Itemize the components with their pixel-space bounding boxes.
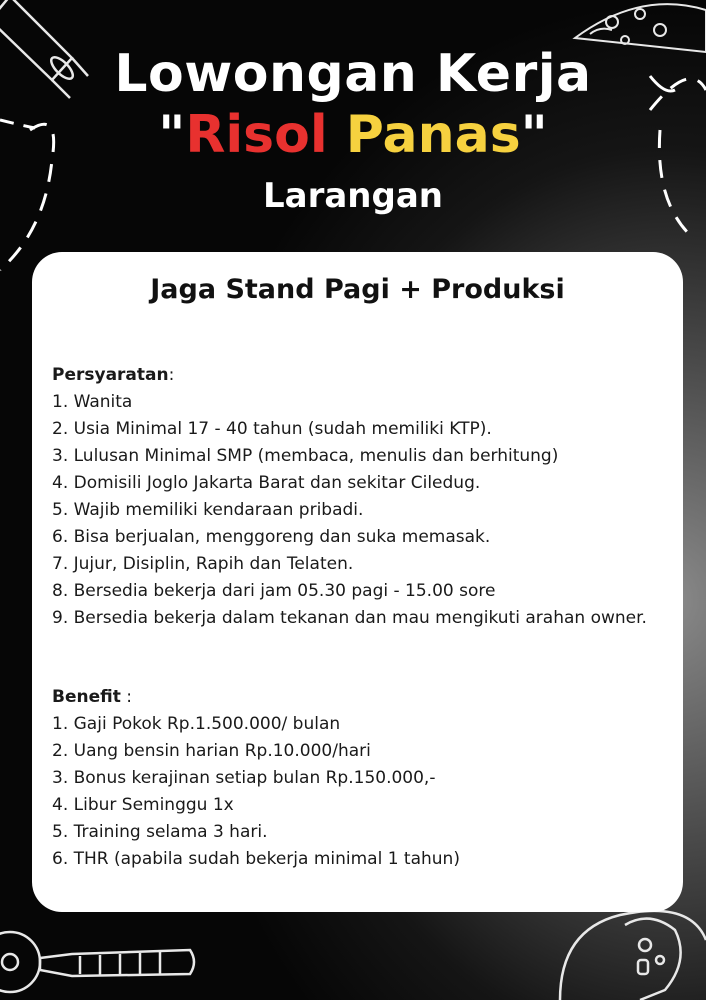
job-details-card xyxy=(32,252,683,912)
list-item: 5. Wajib memiliki kendaraan pribadi. xyxy=(52,500,364,520)
benefits-heading xyxy=(52,684,652,711)
requirements-heading-label: Persyaratan xyxy=(52,365,169,385)
brand-word-panas: Panas xyxy=(345,105,521,165)
position-title: Jaga Stand Pagi + Produksi xyxy=(150,274,565,305)
requirements-section xyxy=(52,362,652,632)
pizza-cutter-icon xyxy=(0,932,194,992)
list-item: 6. THR (apabila sudah bekerja minimal 1 tahun) xyxy=(52,849,460,869)
requirements-heading-suffix: : xyxy=(168,365,175,385)
header xyxy=(0,44,706,218)
list-item: 2. Uang bensin harian Rp.10.000/hari xyxy=(52,741,371,761)
brand-title xyxy=(0,104,706,166)
list-item: 3. Lulusan Minimal SMP (membaca, menulis dan berhitung) xyxy=(52,446,559,466)
location-subtitle: Larangan xyxy=(262,176,443,216)
risol-pastry-icon xyxy=(560,911,706,1000)
list-item: 3. Bonus kerajinan setiap bulan Rp.150.000,- xyxy=(52,768,436,788)
list-item: 7. Jujur, Disiplin, Rapih dan Telaten. xyxy=(52,554,354,574)
requirements-heading xyxy=(52,362,652,389)
list-item: 8. Bersedia bekerja dari jam 05.30 pagi - 15.00 sore xyxy=(52,581,496,601)
list-item: 1. Wanita xyxy=(52,392,133,412)
list-item: 4. Libur Seminggu 1x xyxy=(52,795,234,815)
list-item: 9. Bersedia bekerja dalam tekanan dan mau mengikuti arahan owner. xyxy=(52,608,647,628)
list-item: 4. Domisili Joglo Jakarta Barat dan sekitar Ciledug. xyxy=(52,473,481,493)
brand-word-risol: Risol xyxy=(185,105,328,165)
list-item: 2. Usia Minimal 17 - 40 tahun (sudah memiliki KTP). xyxy=(52,419,492,439)
quote-open: " xyxy=(158,105,186,165)
benefits-heading-suffix: : xyxy=(120,687,132,707)
list-item: 1. Gaji Pokok Rp.1.500.000/ bulan xyxy=(52,714,341,734)
list-item: 6. Bisa berjualan, menggoreng dan suka memasak. xyxy=(52,527,491,547)
list-item: 5. Training selama 3 hari. xyxy=(52,822,268,842)
headline-title: Lowongan Kerja xyxy=(114,44,592,104)
quote-close: " xyxy=(520,105,548,165)
benefits-heading-label: Benefit xyxy=(52,687,121,707)
benefits-section xyxy=(52,684,652,873)
